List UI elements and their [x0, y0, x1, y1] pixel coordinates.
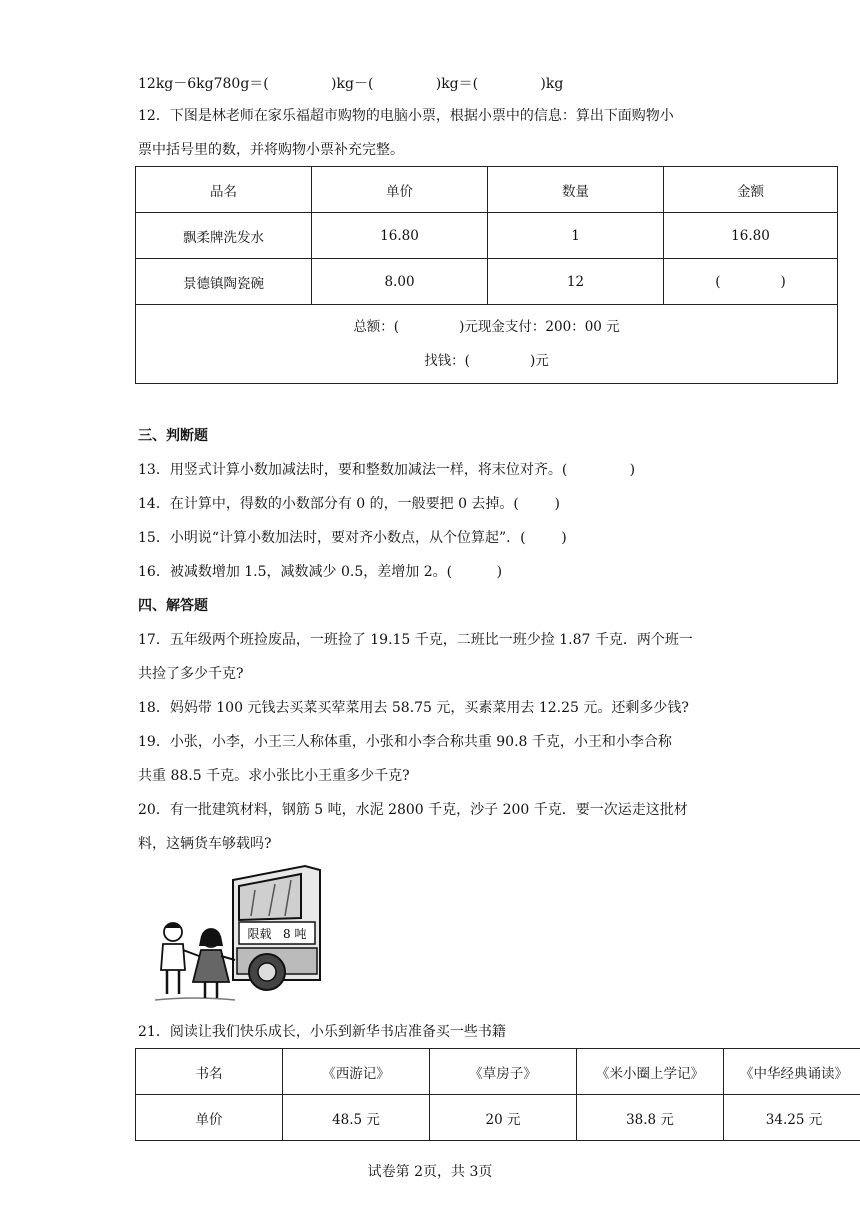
books-header-cell: 《米小圈上学记》 [577, 1049, 724, 1095]
q17-text-1: 17．五年级两个班捡废品，一班捡了 19.15 千克，二班比一班少捡 1.87 千克．两个班一 [138, 632, 693, 648]
q12-text-2: 票中括号里的数，并将购物小票补充完整。 [138, 142, 404, 158]
section-3-heading: 三、判断题 [138, 428, 208, 444]
books-table [135, 1048, 860, 1141]
truck-illustration [155, 860, 325, 1010]
books-price-cell: 20 元 [430, 1095, 577, 1141]
receipt-cell: ( ) [664, 259, 838, 305]
receipt-cell: 飘柔牌洗发水 [136, 213, 312, 259]
receipt-cell: 景德镇陶瓷碗 [136, 259, 312, 305]
receipt-change: 找钱：( )元 [424, 353, 549, 369]
receipt-header-cell: 单价 [312, 167, 488, 213]
q15-line: 15．小明说“计算小数加法时，要对齐小数点，从个位算起”．( ) [138, 530, 567, 546]
receipt-cell: 12 [488, 259, 664, 305]
q19-text-2: 共重 88.5 千克。求小张比小王重多少千克? [138, 768, 410, 784]
q13-line: 13．用竖式计算小数加减法时，要和整数加减法一样，将末位对齐。( ) [138, 462, 636, 478]
q17-text-2: 共捡了多少千克? [138, 666, 244, 682]
q16-line: 16．被减数增加 1.5，减数减少 0.5，差增加 2。( ) [138, 564, 503, 580]
receipt-header-row [136, 167, 838, 213]
receipt-row [136, 213, 838, 259]
books-header-cell: 《西游记》 [283, 1049, 430, 1095]
books-price-cell: 38.8 元 [577, 1095, 724, 1141]
books-header-cell: 《草房子》 [430, 1049, 577, 1095]
receipt-cell: 16.80 [664, 213, 838, 259]
books-price-cell: 48.5 元 [283, 1095, 430, 1141]
books-header-row [136, 1049, 860, 1095]
receipt-cell: 1 [488, 213, 664, 259]
q20-text-2: 料，这辆货车够载吗? [138, 836, 272, 852]
receipt-header-cell: 数量 [488, 167, 664, 213]
receipt-total: 总额：( )元现金支付：200：00 元 [353, 319, 620, 335]
q11-line: 12kg－6kg780g＝( )kg－( )kg＝( )kg [138, 76, 564, 92]
q18-line: 18．妈妈带 100 元钱去买菜买荤菜用去 58.75 元，买素菜用去 12.25 元。还剩多少钱? [138, 700, 689, 716]
receipt-header-cell: 金额 [664, 167, 838, 213]
books-price-row [136, 1095, 860, 1141]
books-header-cell: 《中华经典诵读》 [724, 1049, 860, 1095]
receipt-cell: 8.00 [312, 259, 488, 305]
section-4-heading: 四、解答题 [138, 598, 208, 614]
q14-line: 14．在计算中，得数的小数部分有 0 的，一般要把 0 去掉。( ) [138, 496, 560, 512]
q12-text-1: 12．下图是林老师在家乐福超市购物的电脑小票，根据小票中的信息：算出下面购物小 [138, 108, 674, 124]
books-header-cell: 书名 [136, 1049, 283, 1095]
receipt-row [136, 259, 838, 305]
receipt-header-cell: 品名 [136, 167, 312, 213]
q20-text-1: 20．有一批建筑材料，钢筋 5 吨，水泥 2800 千克，沙子 200 千克．要一次运走这批材 [138, 802, 688, 818]
page-footer: 试卷第 2页，共 3页 [367, 1164, 493, 1180]
receipt-cell: 16.80 [312, 213, 488, 259]
q21-line: 21．阅读让我们快乐成长，小乐到新华书店准备买一些书籍 [138, 1024, 506, 1040]
books-price-cell: 34.25 元 [724, 1095, 860, 1141]
receipt-summary [136, 305, 838, 384]
q19-text-1: 19．小张，小李，小王三人称体重，小张和小李合称共重 90.8 千克，小王和小李合称 [138, 734, 672, 750]
receipt-table [135, 166, 838, 384]
books-price-cell: 单价 [136, 1095, 283, 1141]
truck-load-sign: 限载 8 吨 [247, 927, 307, 941]
receipt-summary-row [136, 305, 838, 384]
